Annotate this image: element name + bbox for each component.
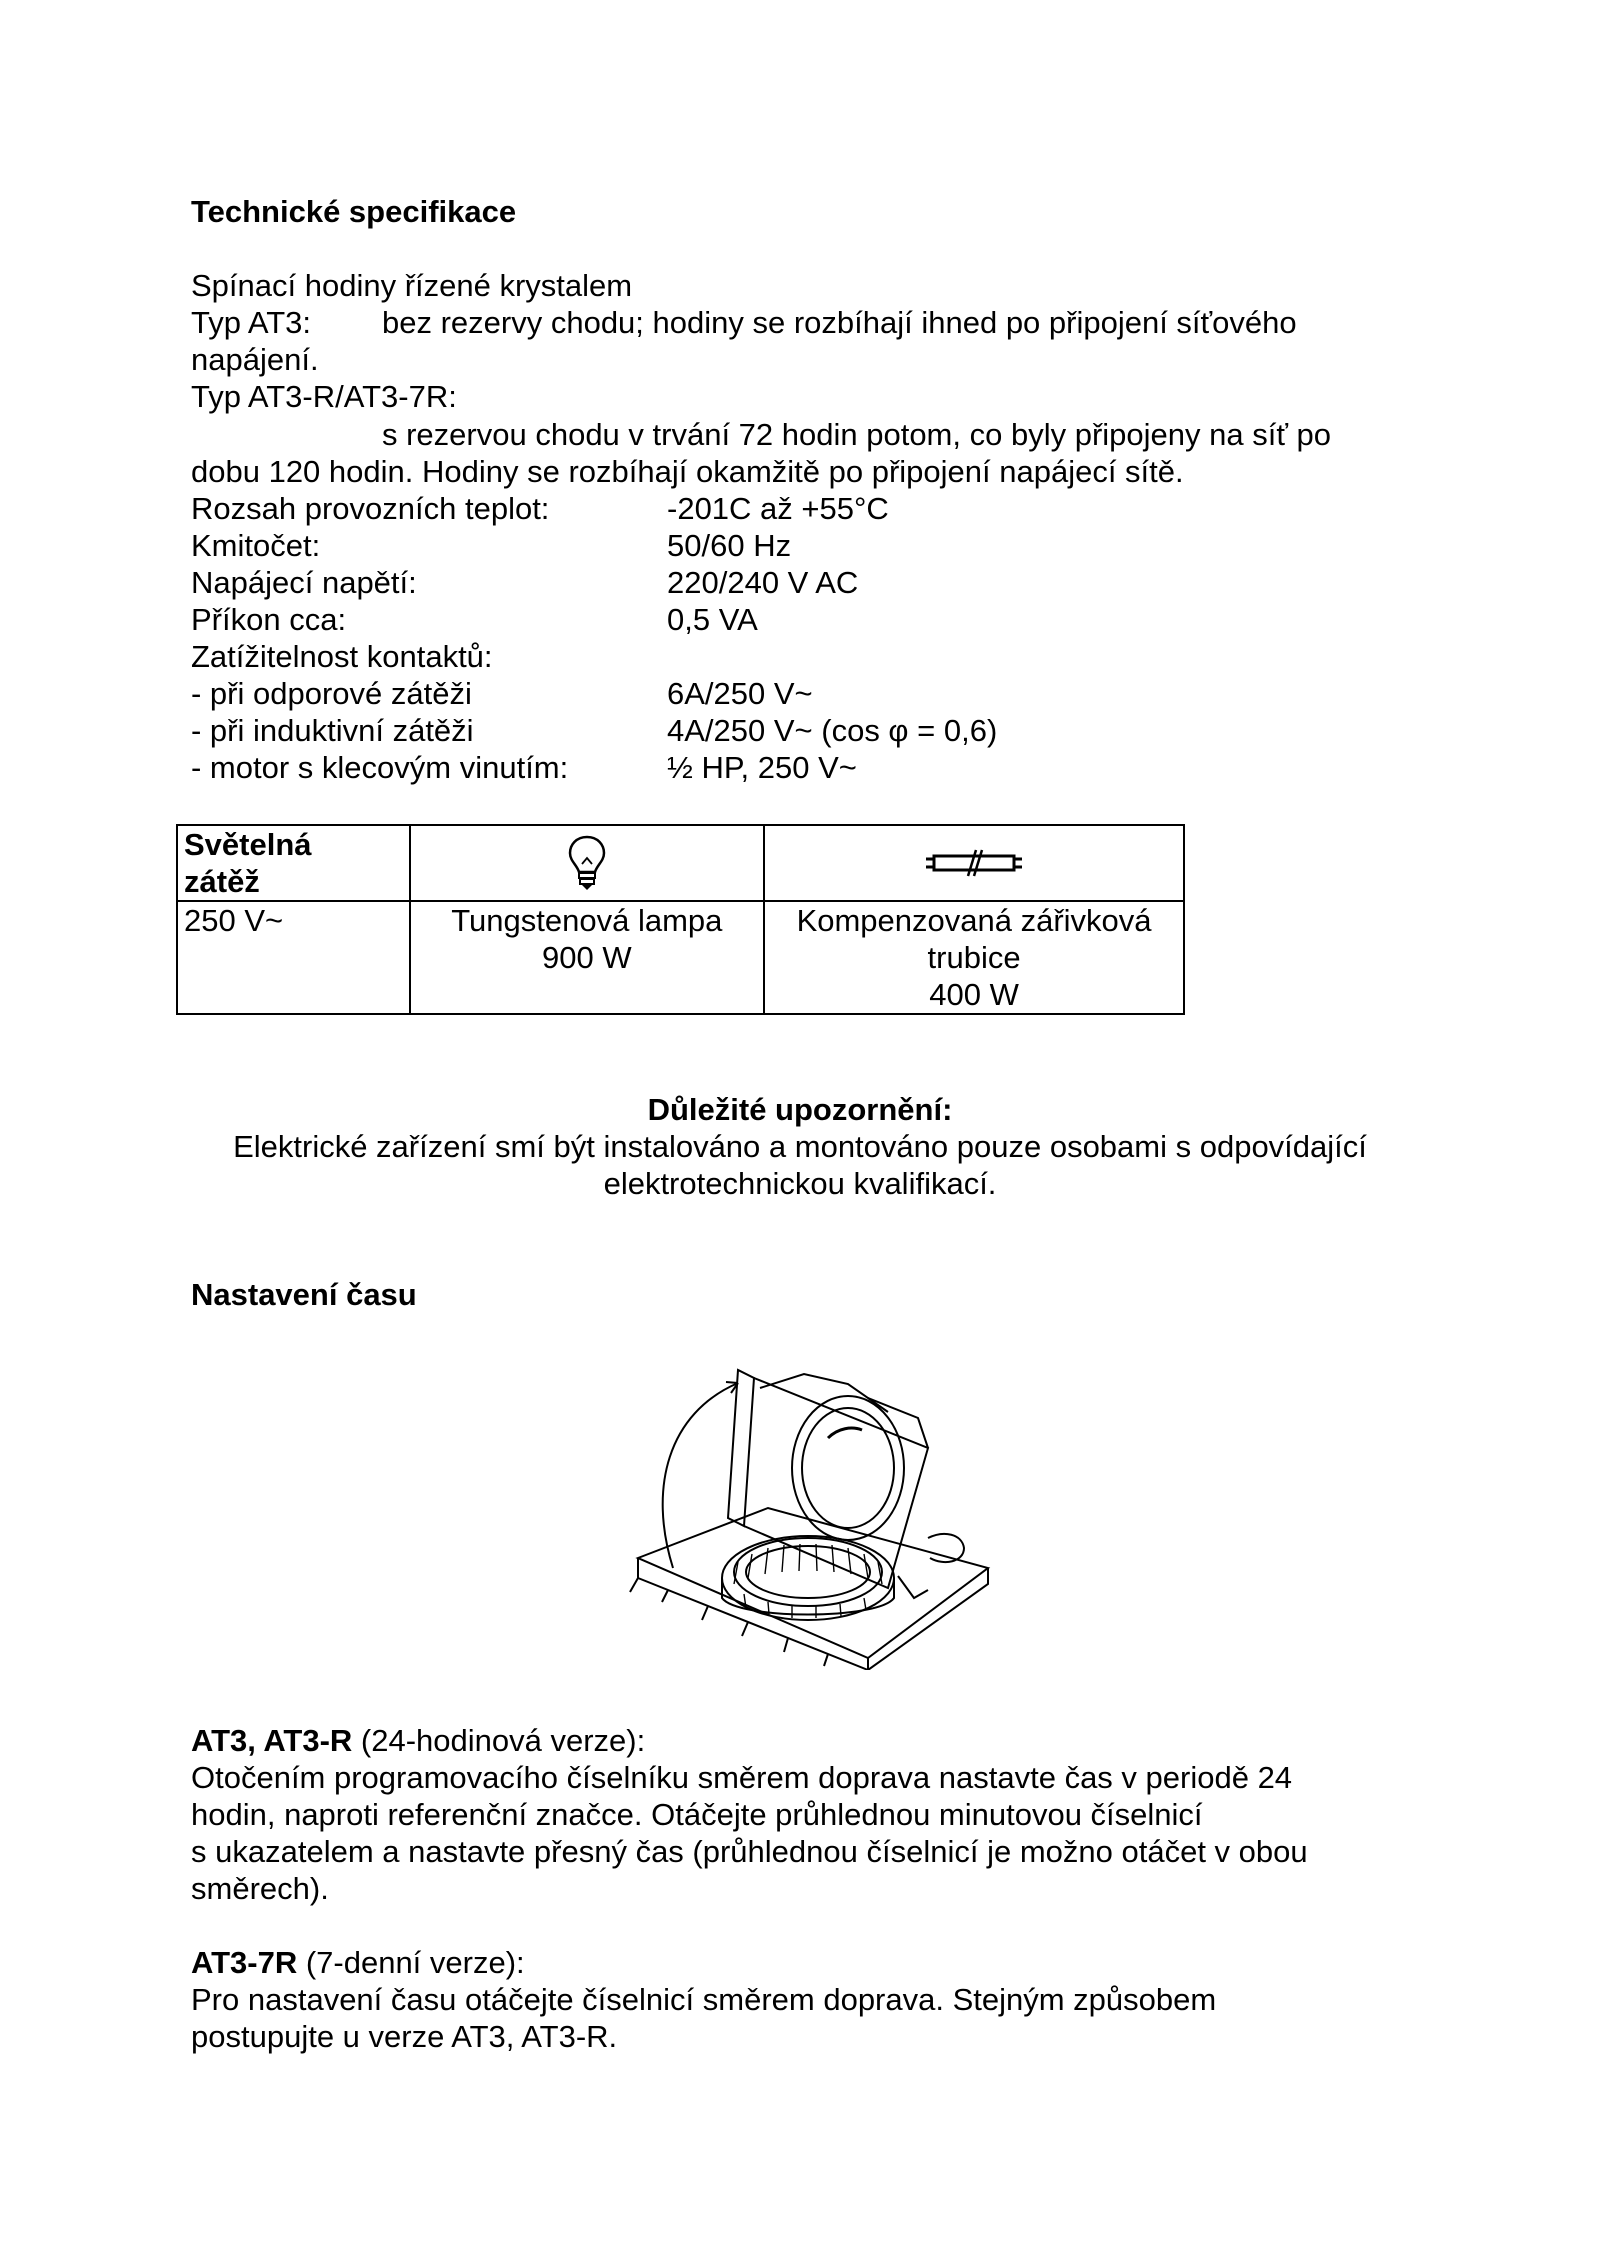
section-heading-specs: Technické specifikace: [191, 194, 517, 229]
spec-row: [191, 490, 889, 527]
timer-dial-illustration: [628, 1358, 1000, 1670]
at3-text-cont: napájení.: [191, 342, 319, 377]
section-heading-time: Nastavení času: [191, 1277, 417, 1312]
spec-label: - při odporové zátěži: [191, 676, 472, 711]
spec-row: [191, 638, 667, 675]
spec-value: ½ HP, 250 V~: [667, 750, 857, 785]
spec-label: Rozsah provozních teplot:: [191, 491, 550, 526]
paragraph-line: Pro nastavení času otáčejte číselnicí směrem doprava. Stejným způsobem: [191, 1982, 1217, 2017]
notice-line: elektrotechnickou kvalifikací.: [603, 1166, 997, 1201]
at3-text: bez rezervy chodu; hodiny se rozbíhají ihned po připojení síťového: [382, 305, 1297, 340]
paragraph-line: směrech).: [191, 1871, 329, 1906]
light-bulb-icon: [567, 834, 607, 892]
spec-value: 6A/250 V~: [667, 676, 813, 711]
table-icon-cell: [410, 825, 765, 901]
model-name: AT3-7R: [191, 1945, 298, 1980]
at37r-section-heading: [191, 1944, 525, 1981]
spec-value: -201C až +55°C: [667, 491, 889, 526]
spec-label: Příkon cca:: [191, 602, 347, 637]
at3r-text: s rezervou chodu v trvání 72 hodin potom, co byly připojeny na síť po: [382, 417, 1332, 452]
spec-row: [191, 712, 997, 749]
notice-line: Elektrické zařízení smí být instalováno a montováno pouze osobami s odpovídající: [233, 1129, 1367, 1164]
table-row: [177, 825, 1184, 901]
model-name: AT3, AT3-R: [191, 1723, 353, 1758]
spec-label: Kmitočet:: [191, 528, 321, 563]
intro-line: Spínací hodiny řízené krystalem: [191, 268, 633, 303]
fluorescent-tube-icon: [924, 846, 1024, 880]
at3r-text-cont: dobu 120 hodin. Hodiny se rozbíhají okamžitě po připojení napájecí sítě.: [191, 454, 1184, 489]
header-line: Světelná: [184, 827, 312, 862]
spec-row: [191, 749, 857, 786]
spec-value: 4A/250 V~ (cos φ = 0,6): [667, 713, 998, 748]
spec-label: - při induktivní zátěži: [191, 713, 474, 748]
spec-value: 220/240 V AC: [667, 565, 859, 600]
table-header-cell: [177, 825, 410, 901]
version-note: (7-denní verze):: [297, 1945, 525, 1980]
spec-label: - motor s klecovým vinutím:: [191, 750, 569, 785]
cell-line: 900 W: [542, 940, 632, 975]
table-cell-voltage: 250 V~: [177, 901, 410, 1014]
version-note: (24-hodinová verze):: [352, 1723, 646, 1758]
paragraph-line: s ukazatelem a nastavte přesný čas (průhlednou číselnicí je možno otáčet v obou: [191, 1834, 1308, 1869]
at3r-label: Typ AT3-R/AT3-7R:: [191, 379, 457, 414]
spec-row: [191, 601, 758, 638]
table-cell-tungsten: [410, 901, 765, 1014]
cell-line: trubice: [927, 940, 1021, 975]
spec-row: [191, 675, 813, 712]
spec-value: 50/60 Hz: [667, 528, 792, 563]
cell-line: Kompenzovaná zářivková: [796, 903, 1152, 938]
spec-value: 0,5 VA: [667, 602, 758, 637]
cell-line: Tungstenová lampa: [451, 903, 723, 938]
cell-line: 400 W: [929, 977, 1019, 1012]
light-load-table: [176, 824, 1185, 1015]
notice-title: Důležité upozornění:: [647, 1092, 953, 1127]
spec-label: Napájecí napětí:: [191, 565, 417, 600]
spec-row: [191, 564, 858, 601]
table-icon-cell: [764, 825, 1184, 901]
paragraph-line: postupujte u verze AT3, AT3-R.: [191, 2019, 618, 2054]
table-cell-fluorescent: [764, 901, 1184, 1014]
paragraph-line: Otočením programovacího číselníku směrem doprava nastavte čas v periodě 24: [191, 1760, 1293, 1795]
spec-label: Zatížitelnost kontaktů:: [191, 639, 493, 674]
at3-label: Typ AT3:: [191, 305, 312, 340]
paragraph-line: hodin, naproti referenční značce. Otáčejte průhlednou minutovou číselnicí: [191, 1797, 1203, 1832]
at3-section-heading: [191, 1722, 645, 1759]
spec-row: [191, 527, 791, 564]
table-row: [177, 901, 1184, 1014]
header-line: zátěž: [184, 864, 260, 899]
